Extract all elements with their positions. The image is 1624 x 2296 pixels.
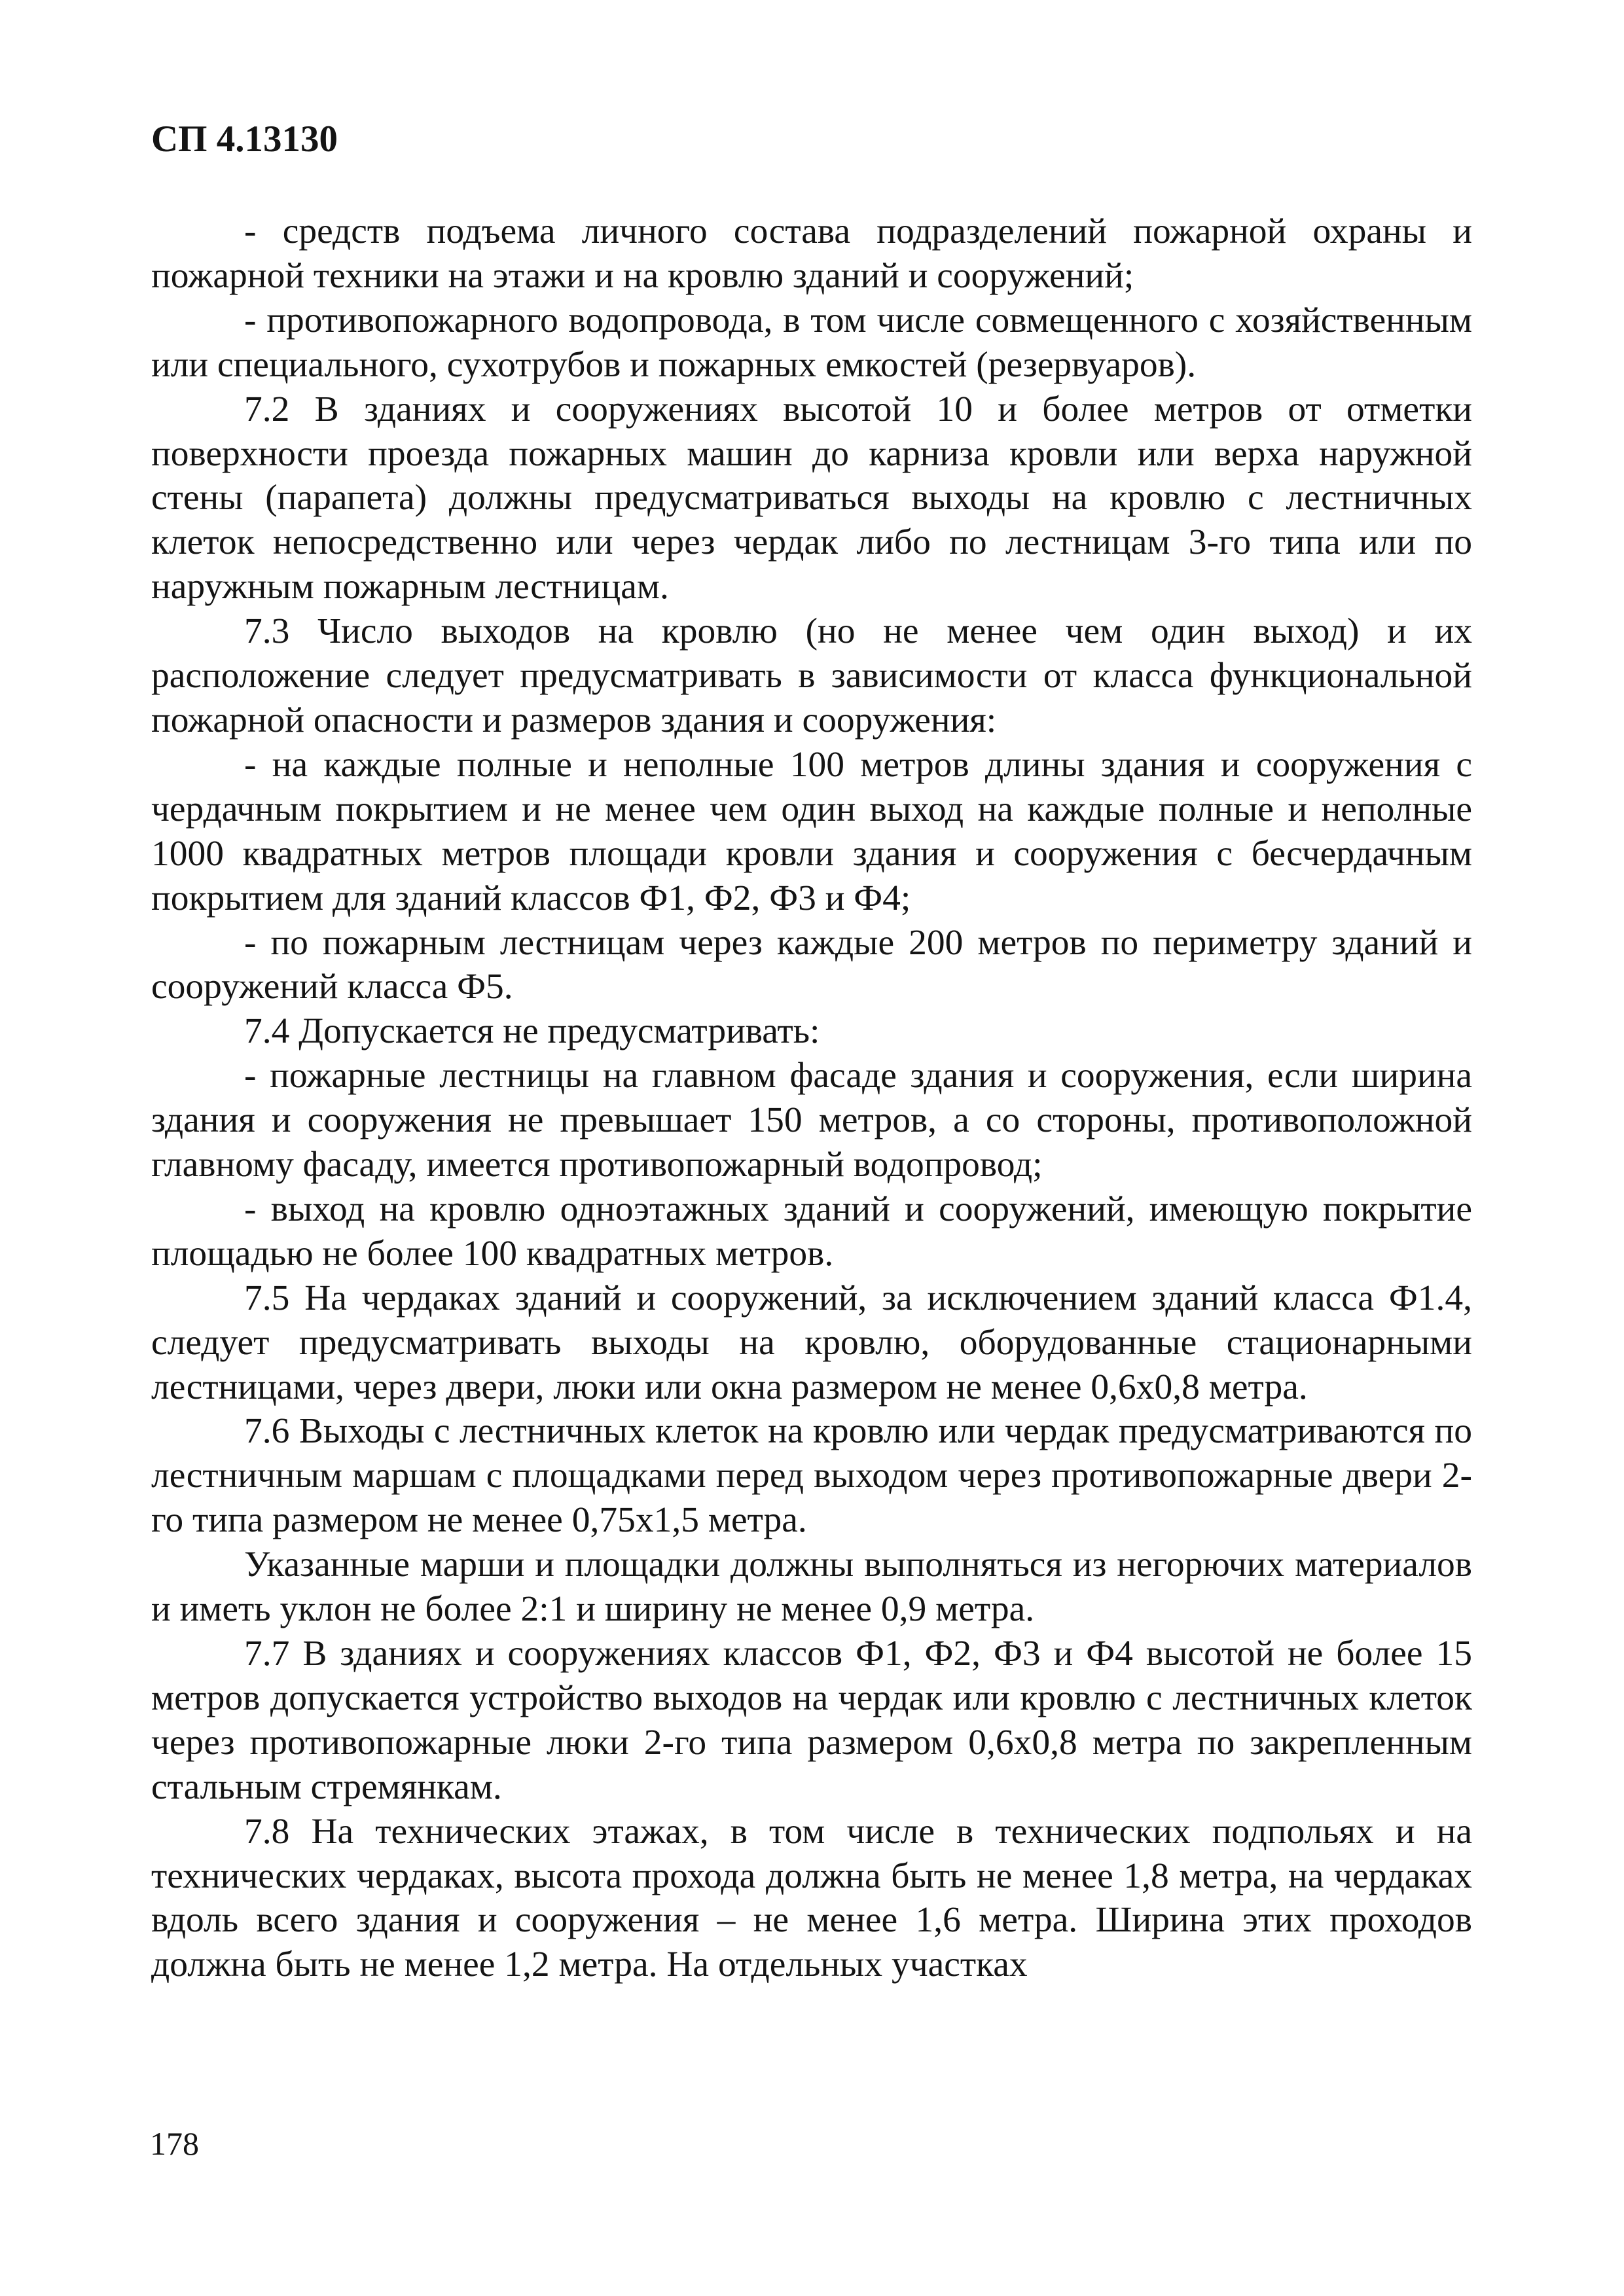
paragraph-7-7: 7.7 В зданиях и сооружениях классов Ф1, Ф2, Ф3 и Ф4 высотой не более 15 метров допускается устройство выходов на чердак или кровлю с лестничных клеток через противопожарные люки 2-го типа размером 0,6х0,8 метра по закрепленным стальным стремянкам. <box>151 1634 1472 1807</box>
paragraph-7-4-item-2: - выход на кровлю одноэтажных зданий и сооружений, имеющую покрытие площадью не более 100 квадратных метров. <box>151 1189 1472 1274</box>
paragraph-7-3: 7.3 Число выходов на кровлю (но не менее чем один выход) и их расположение следует предусматривать в зависимости от класса функциональной пожарной опасности и размеров здания и сооружения: <box>151 611 1472 740</box>
document-body <box>151 209 1472 1987</box>
paragraph-7-3-item-2: - по пожарным лестницам через каждые 200 метров по периметру зданий и сооружений класса Ф5. <box>151 922 1472 1007</box>
paragraph-7-2: 7.2 В зданиях и сооружениях высотой 10 и более метров от отметки поверхности проезда пожарных машин до карниза кровли или верха наружной стены (парапета) должны предусматриваться выходы на кровлю с лестничных клеток непосредственно или через чердак либо по лестницам 3-го типа или по наружным пожарным лестницам. <box>151 389 1472 607</box>
paragraph-7-3-item-1: - на каждые полные и неполные 100 метров длины здания и сооружения с чердачным покрытием и не менее чем один выход на каждые полные и неполные 1000 квадратных метров площади кровли здания и сооружения с бесчердачным покрытием для зданий классов Ф1, Ф2, Ф3 и Ф4; <box>151 744 1472 918</box>
paragraph-lift-means: - средств подъема личного состава подразделений пожарной охраны и пожарной техники на этажи и на кровлю зданий и сооружений; <box>151 211 1472 296</box>
paragraph-7-4-item-1: - пожарные лестницы на главном фасаде здания и сооружения, если ширина здания и сооружения не превышает 150 метров, а со стороны, противоположной главному фасаду, имеется противопожарный водопровод; <box>151 1056 1472 1185</box>
paragraph-7-5: 7.5 На чердаках зданий и сооружений, за исключением зданий класса Ф1.4, следует предусматривать выходы на кровлю, оборудованные стационарными лестницами, через двери, люки или окна размером не менее 0,6х0,8 метра. <box>151 1278 1472 1407</box>
page-number: 178 <box>150 2125 199 2162</box>
paragraph-7-6: 7.6 Выходы с лестничных клеток на кровлю или чердак предусматриваются по лестничным маршам с площадками перед выходом через противопожарные двери 2-го типа размером не менее 0,75х1,5 метра. <box>151 1411 1472 1541</box>
document-code-header: СП 4.13130 <box>151 118 338 160</box>
paragraph-7-8: 7.8 На технических этажах, в том числе в технических подпольях и на технических чердаках, высота прохода должна быть не менее 1,8 метра, на чердаках вдоль всего здания и сооружения – не менее 1,6 метра. Ширина этих проходов должна быть не менее 1,2 метра. На отдельных участках <box>151 1811 1472 1985</box>
paragraph-7-4: 7.4 Допускается не предусматривать: <box>244 1011 820 1052</box>
paragraph-7-6-note: Указанные марши и площадки должны выполняться из негорючих материалов и иметь уклон не более 2:1 и ширину не менее 0,9 метра. <box>151 1545 1472 1630</box>
paragraph-fire-water-supply: - противопожарного водопровода, в том числе совмещенного с хозяйственным или специального, сухотрубов и пожарных емкостей (резервуаров). <box>151 300 1472 385</box>
